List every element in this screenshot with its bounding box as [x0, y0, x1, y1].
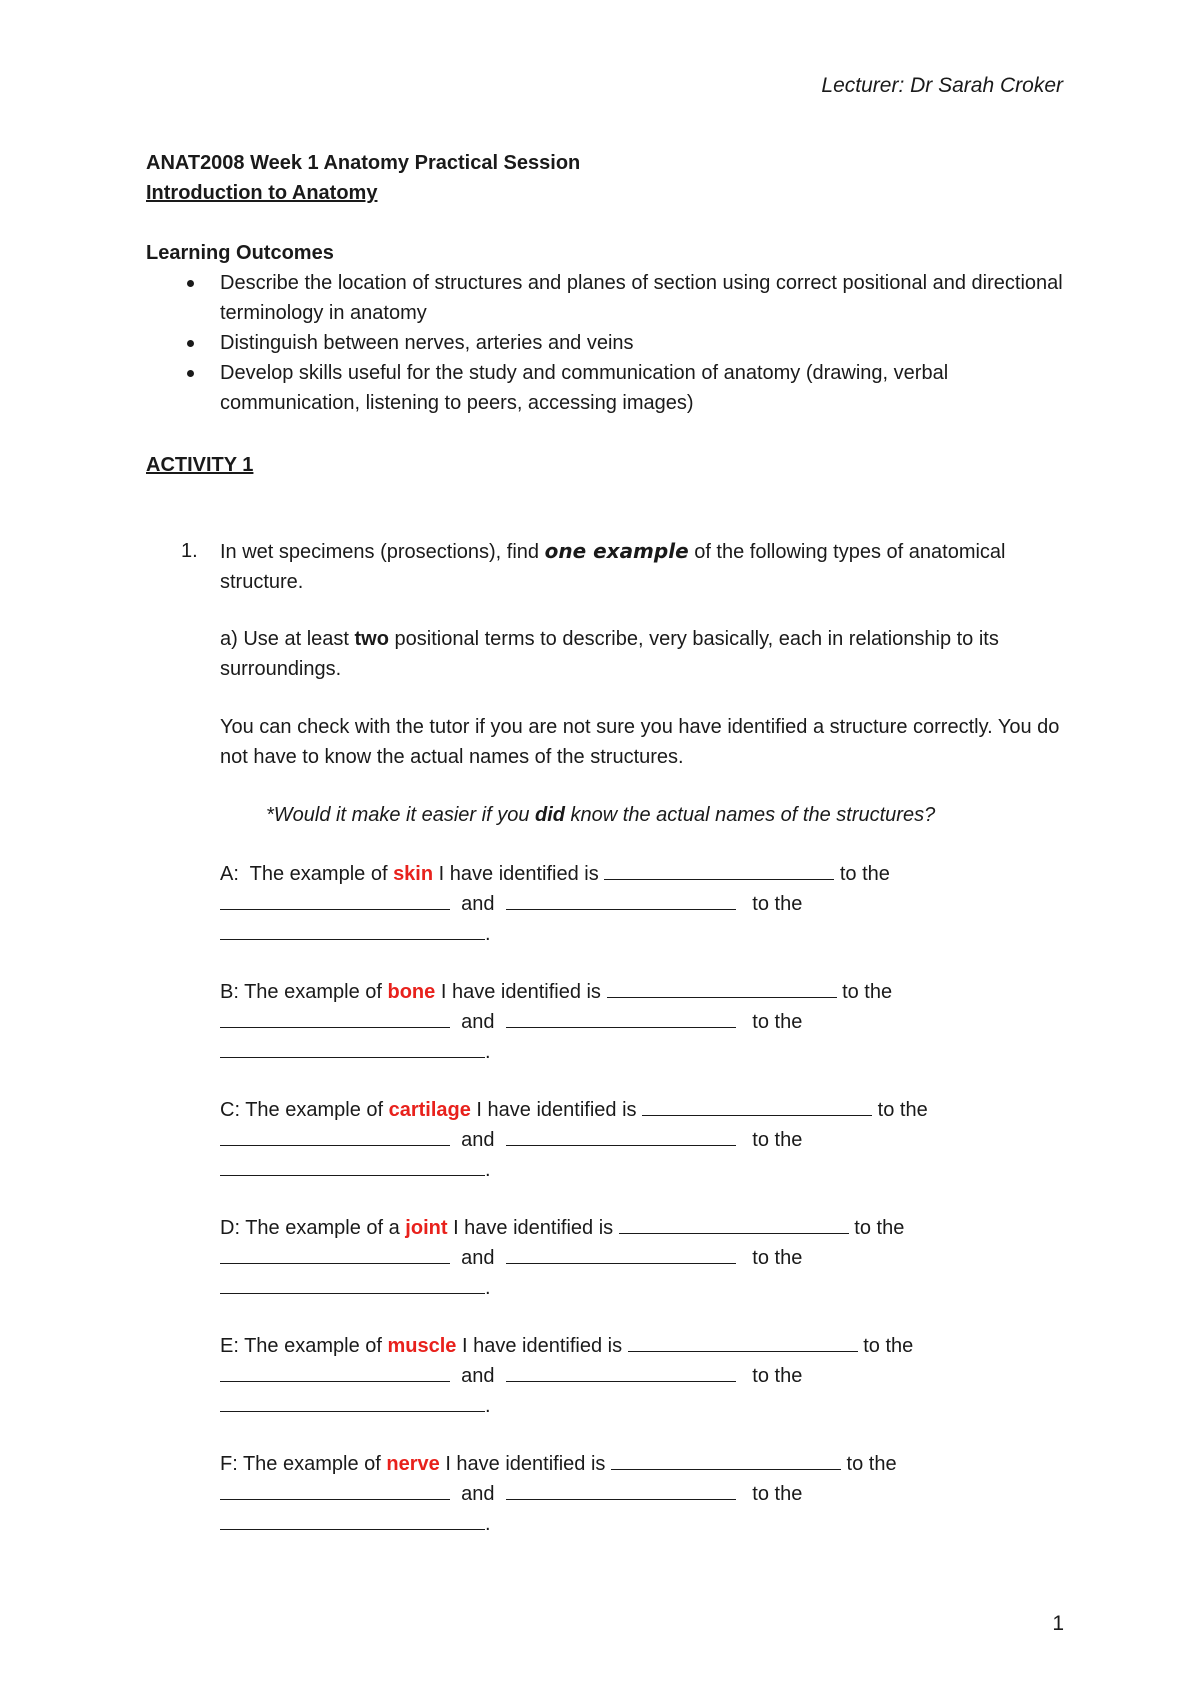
prompt-line-1: D: The example of a joint I have identified is to the	[220, 1213, 1070, 1243]
answer-blank[interactable]	[220, 1361, 450, 1382]
prompt-line-3: .	[220, 1273, 1070, 1303]
list-item: Distinguish between nerves, arteries and veins	[146, 328, 1076, 358]
bullet-icon	[187, 370, 194, 377]
list-item: Develop skills useful for the study and communication of anatomy (drawing, verbal communication, listening to peers, accessing images)	[146, 358, 1076, 418]
answer-blank[interactable]	[506, 1125, 736, 1146]
prompt-line-2: and to the	[220, 1361, 1070, 1391]
structure-type: bone	[387, 981, 436, 1003]
instruction-a: a) Use at least two positional terms to describe, very basically, each in relationship to its surroundings.	[220, 628, 999, 680]
list-item: Describe the location of structures and planes of section using correct positional and directional terminology in anatomy	[146, 268, 1076, 328]
prompt-line-1: A: The example of skin I have identified is to the	[220, 859, 1070, 889]
tutor-note: You can check with the tutor if you are not sure you have identified a structure correctly. You do not have to know the actual names of the structures.	[220, 716, 1060, 768]
answer-blank[interactable]	[220, 1125, 450, 1146]
prompt-line-2: and to the	[220, 1243, 1070, 1273]
question-text: In wet specimens (prosections), find one example of the following types of anatomical structure.	[220, 539, 1006, 593]
answer-blank[interactable]	[604, 859, 834, 880]
answer-blank[interactable]	[611, 1449, 841, 1470]
structure-type: skin	[393, 863, 434, 885]
learning-outcomes-heading: Learning Outcomes	[146, 242, 334, 264]
bullet-icon	[187, 280, 194, 287]
answer-blank[interactable]	[220, 1243, 450, 1264]
answer-blank[interactable]	[506, 1479, 736, 1500]
prompt-line-3: .	[220, 1391, 1070, 1421]
prompt-line-2: and to the	[220, 1479, 1070, 1509]
answer-blank[interactable]	[220, 1037, 485, 1058]
prompt-line-1: B: The example of bone I have identified is to the	[220, 977, 1070, 1007]
answer-blank[interactable]	[220, 1155, 485, 1176]
answer-blank[interactable]	[607, 977, 837, 998]
answer-blank[interactable]	[506, 1361, 736, 1382]
answer-blank[interactable]	[220, 919, 485, 940]
reflection-question: *Would it make it easier if you did know the actual names of the structures?	[266, 804, 936, 826]
structure-type: nerve	[386, 1453, 440, 1475]
answer-blank[interactable]	[220, 1391, 485, 1412]
answer-blank[interactable]	[220, 889, 450, 910]
learning-outcomes-list	[146, 268, 1076, 418]
answer-blank[interactable]	[220, 1509, 485, 1530]
prompt-line-3: .	[220, 919, 1070, 949]
activity-heading: ACTIVITY 1	[146, 454, 254, 476]
prompt-line-3: .	[220, 1155, 1070, 1185]
page-number: 1	[1052, 1612, 1064, 1635]
answer-blank[interactable]	[619, 1213, 849, 1234]
answer-blank[interactable]	[220, 1007, 450, 1028]
page-subtitle: Introduction to Anatomy	[146, 182, 378, 204]
question-1	[146, 536, 1076, 597]
page-title: ANAT2008 Week 1 Anatomy Practical Session	[146, 152, 581, 174]
bullet-icon	[187, 340, 194, 347]
structure-type: muscle	[387, 1335, 457, 1357]
prompt-line-3: .	[220, 1037, 1070, 1067]
prompt-line-3: .	[220, 1509, 1070, 1539]
question-number: 1.	[181, 540, 198, 562]
prompt-line-1: C: The example of cartilage I have identified is to the	[220, 1095, 1070, 1125]
answer-blank[interactable]	[506, 889, 736, 910]
prompt-line-2: and to the	[220, 1125, 1070, 1155]
answer-blank[interactable]	[628, 1331, 858, 1352]
prompt-line-2: and to the	[220, 1007, 1070, 1037]
document-title-block	[146, 148, 1076, 208]
answer-blank[interactable]	[220, 1273, 485, 1294]
answer-blank[interactable]	[642, 1095, 872, 1116]
answer-blank[interactable]	[220, 1479, 450, 1500]
answer-blank[interactable]	[506, 1007, 736, 1028]
answer-blank[interactable]	[506, 1243, 736, 1264]
prompt-line-2: and to the	[220, 889, 1070, 919]
lecturer-header: Lecturer: Dr Sarah Croker	[821, 74, 1063, 97]
prompt-line-1: E: The example of muscle I have identified is to the	[220, 1331, 1070, 1361]
structure-type: cartilage	[388, 1099, 471, 1121]
structure-type: joint	[405, 1217, 448, 1239]
prompt-line-1: F: The example of nerve I have identified is to the	[220, 1449, 1070, 1479]
